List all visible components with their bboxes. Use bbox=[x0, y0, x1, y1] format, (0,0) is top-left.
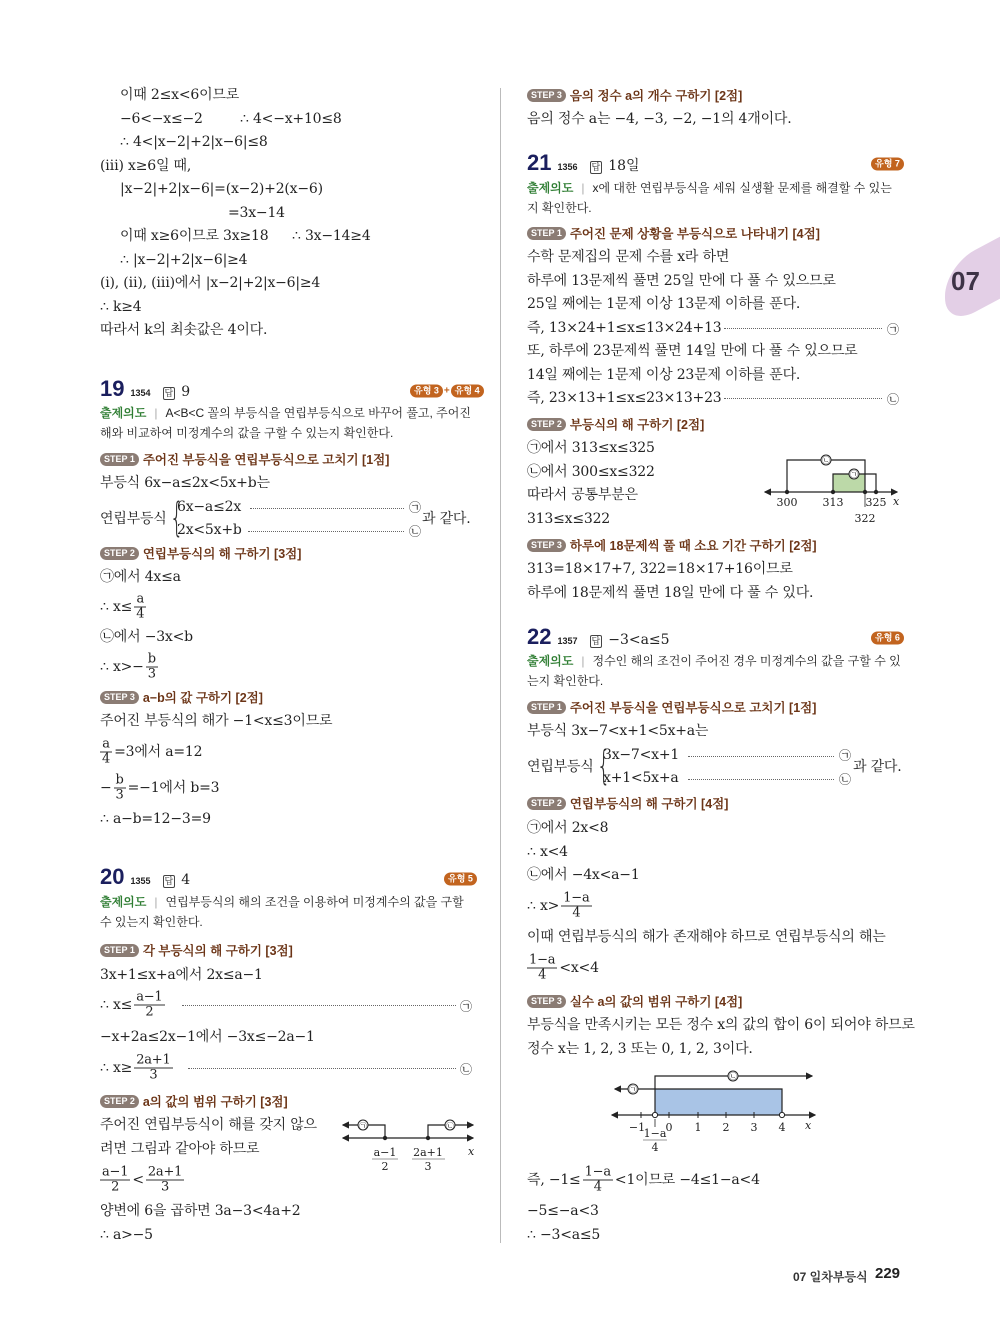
text-line: ∴ 3x−14≥4 bbox=[292, 228, 371, 244]
step-badge: STEP 3 bbox=[527, 89, 566, 102]
step-heading bbox=[527, 415, 704, 433]
numerator: 1−a bbox=[529, 952, 556, 968]
denominator: 4 bbox=[136, 606, 145, 622]
step-badge: STEP 3 bbox=[527, 995, 566, 1008]
question-code: 1355 bbox=[130, 876, 151, 886]
tick-label: 313 bbox=[822, 496, 844, 509]
fraction bbox=[146, 1166, 184, 1195]
separator: | bbox=[154, 406, 158, 420]
step-heading bbox=[527, 698, 816, 716]
numerator: 2a+1 bbox=[147, 1164, 183, 1180]
question-code: 1354 bbox=[130, 388, 151, 398]
text: <1이므로 −4≤1−a<4 bbox=[614, 1172, 760, 1188]
text-line: 이때 2≤x<6이므로 bbox=[120, 87, 240, 103]
point bbox=[383, 1136, 387, 1140]
step-title: 하루에 18문제씩 풀 때 소요 기간 구하기 [2점] bbox=[569, 539, 817, 553]
circled-mark: ㉠ bbox=[459, 999, 473, 1014]
fraction bbox=[583, 1166, 613, 1195]
question-header bbox=[527, 150, 640, 176]
text-line: 하루에 18문제씩 풀면 18일 만에 다 풀 수 있다. bbox=[527, 585, 814, 601]
number-line-diagram bbox=[335, 1110, 480, 1178]
text-line: ㉡에서 −4x<a−1 bbox=[527, 867, 640, 883]
type-badges bbox=[871, 158, 904, 171]
denominator: 4 bbox=[572, 905, 581, 921]
answer-value: 18일 bbox=[608, 158, 640, 174]
fraction bbox=[134, 593, 146, 622]
circled-mark: ㉡ bbox=[822, 456, 830, 465]
circled-mark: ㉡ bbox=[729, 1072, 737, 1081]
common-region bbox=[833, 474, 865, 492]
step-title: a의 값의 범위 구하기 [3점] bbox=[142, 1095, 288, 1109]
fraction-line bbox=[98, 738, 202, 767]
fraction-line bbox=[100, 593, 148, 622]
circled-mark: ㉡ bbox=[446, 1122, 454, 1131]
intent bbox=[100, 892, 476, 932]
separator: | bbox=[581, 181, 585, 195]
answer-icon: 답 bbox=[164, 876, 174, 886]
answer-icon: 답 bbox=[164, 388, 174, 398]
step-title: a−b의 값 구하기 [2점] bbox=[142, 691, 263, 705]
type-badge[interactable]: 유형 3 bbox=[410, 385, 443, 398]
intent bbox=[527, 178, 903, 218]
step-badge: STEP 2 bbox=[100, 1095, 139, 1108]
step-heading bbox=[100, 688, 263, 706]
question-number: 22 bbox=[527, 624, 552, 649]
fraction bbox=[100, 738, 112, 767]
step-heading bbox=[527, 224, 820, 242]
text-line: 즉, 13×24+1≤x≤13×24+13 bbox=[527, 320, 722, 336]
answer-value: 4 bbox=[181, 872, 191, 888]
text: <x<4 bbox=[559, 960, 599, 976]
step-title: 주어진 부등식을 연립부등식으로 고치기 [1점] bbox=[142, 453, 390, 467]
fraction bbox=[561, 892, 591, 921]
step-badge: STEP 1 bbox=[100, 944, 139, 957]
text-line: ∴ k≥4 bbox=[100, 299, 142, 315]
type-badges bbox=[871, 632, 904, 645]
step-heading bbox=[100, 941, 293, 959]
tick-label: 2a+1 bbox=[413, 1146, 443, 1159]
system-row: 3x−7<x+1 bbox=[603, 747, 680, 763]
dotted-leader bbox=[188, 1068, 456, 1069]
text-line: 14일 째에는 1문제 이상 23문제 이하를 푼다. bbox=[527, 367, 801, 383]
text: < bbox=[132, 1172, 144, 1188]
fraction bbox=[527, 954, 557, 983]
fraction-line bbox=[525, 954, 599, 983]
column-divider bbox=[500, 88, 501, 1243]
question-number: 19 bbox=[100, 376, 125, 401]
denominator: 3 bbox=[149, 1067, 158, 1083]
circled-mark: ㉠ bbox=[850, 470, 858, 479]
circled-mark: ㉠ bbox=[838, 748, 852, 763]
answer-icon: 답 bbox=[591, 636, 601, 646]
circled-mark: ㉠ bbox=[629, 1085, 637, 1094]
axis-label: x bbox=[805, 1119, 812, 1132]
brace: { bbox=[596, 743, 611, 789]
number-line-diagram bbox=[755, 445, 905, 530]
dotted-leader bbox=[182, 1005, 456, 1006]
text-line: −x+2a≤2x−1에서 −3x≤−2a−1 bbox=[100, 1029, 315, 1045]
chapter-tab[interactable]: 07 bbox=[951, 266, 980, 296]
text-line: 음의 정수 a는 −4, −3, −2, −1의 4개이다. bbox=[527, 111, 792, 127]
text-line: |x−2|+2|x−6|=(x−2)+2(x−6) bbox=[120, 181, 323, 197]
text-line: 따라서 k의 최솟값은 4이다. bbox=[100, 322, 268, 338]
fraction bbox=[146, 653, 158, 682]
step-title: 주어진 부등식을 연립부등식으로 고치기 [1점] bbox=[569, 701, 817, 715]
system-suffix: 과 같다. bbox=[422, 511, 471, 527]
intent bbox=[527, 651, 903, 691]
numerator: 2a+1 bbox=[136, 1052, 171, 1068]
type-badges bbox=[410, 385, 484, 398]
dotted-leader bbox=[724, 398, 882, 399]
numerator: b bbox=[147, 651, 156, 667]
system-row: 2x<5x+b bbox=[177, 522, 242, 538]
text-line: 또, 하루에 23문제씩 풀면 14일 만에 다 풀 수 있으므로 bbox=[527, 343, 858, 359]
intent-label: 출제의도 bbox=[100, 406, 147, 420]
point bbox=[426, 1136, 430, 1140]
open-point bbox=[652, 1112, 657, 1117]
text-line: =3x−14 bbox=[228, 205, 285, 221]
text-line: 이때 연립부등식의 해가 존재해야 하므로 연립부등식의 해는 bbox=[527, 929, 886, 945]
type-badge[interactable]: 유형 6 bbox=[871, 632, 904, 645]
type-badge[interactable]: 유형 4 bbox=[451, 385, 484, 398]
step-title: 부등식의 해 구하기 [2점] bbox=[569, 418, 705, 432]
tick-label: 2 bbox=[722, 1121, 730, 1134]
brace: { bbox=[169, 495, 184, 541]
question-header bbox=[100, 376, 190, 402]
step-title: 음의 정수 a의 개수 구하기 [2점] bbox=[569, 89, 743, 103]
text-line: 313≤x≤322 bbox=[527, 511, 610, 527]
question-header bbox=[527, 624, 670, 650]
denominator: 2 bbox=[145, 1004, 154, 1020]
fraction-line bbox=[100, 1054, 175, 1083]
text-line: 이때 x≥6이므로 3x≥18 bbox=[120, 228, 269, 244]
fraction-line bbox=[100, 653, 160, 682]
circled-mark: ㉡ bbox=[408, 524, 422, 539]
fraction-line bbox=[100, 774, 219, 803]
denominator: 2 bbox=[111, 1179, 120, 1195]
step-badge: STEP 2 bbox=[527, 418, 566, 431]
axis-label: x bbox=[893, 495, 900, 508]
type-badges bbox=[444, 873, 477, 886]
system-label: 연립부등식 bbox=[527, 759, 594, 775]
tick-label: 1−a bbox=[643, 1127, 667, 1140]
dotted-leader bbox=[688, 756, 834, 757]
tick-label: 322 bbox=[854, 512, 876, 525]
step-title: 연립부등식의 해 구하기 [3점] bbox=[142, 547, 302, 561]
numerator: a bbox=[102, 736, 110, 752]
system-row: x+1<5x+a bbox=[603, 770, 679, 786]
step-heading bbox=[100, 450, 389, 468]
denominator: 3 bbox=[115, 787, 124, 803]
denominator: 4 bbox=[102, 751, 111, 767]
type-badge[interactable]: 유형 5 bbox=[444, 873, 477, 886]
separator: | bbox=[581, 654, 585, 668]
question-code: 1356 bbox=[557, 162, 578, 172]
intent bbox=[100, 403, 476, 443]
step-badge: STEP 2 bbox=[527, 797, 566, 810]
answer-icon: 답 bbox=[591, 162, 601, 172]
fraction-line bbox=[98, 1166, 186, 1195]
text-line: 부등식 6x−a≤2x<5x+b는 bbox=[100, 475, 270, 491]
text: ∴ x≤ bbox=[100, 997, 133, 1013]
text-line: ∴ 4<−x+10≤8 bbox=[240, 111, 342, 127]
tick-label: 1 bbox=[694, 1121, 702, 1134]
intent-label: 출제의도 bbox=[527, 654, 574, 668]
step-badge: STEP 2 bbox=[100, 547, 139, 560]
step-badge: STEP 1 bbox=[527, 701, 566, 714]
text-line: 주어진 연립부등식이 해를 갖지 않으 bbox=[100, 1117, 317, 1133]
text-line: (ⅲ) x≥6일 때, bbox=[100, 158, 192, 174]
step-title: 주어진 문제 상황을 부등식으로 나타내기 [4점] bbox=[569, 227, 820, 241]
text-line: 하루에 13문제씩 풀면 25일 만에 다 풀 수 있으므로 bbox=[527, 273, 836, 289]
page-number: 229 bbox=[875, 1265, 901, 1282]
numerator: 1−a bbox=[584, 1164, 611, 1180]
number-line-diagram bbox=[605, 1065, 820, 1157]
step-heading bbox=[527, 794, 728, 812]
text-line: 수학 문제집의 문제 수를 x라 하면 bbox=[527, 249, 730, 265]
text-line: 주어진 부등식의 해가 −1<x≤3이므로 bbox=[100, 713, 333, 729]
text: =−1에서 b=3 bbox=[127, 780, 220, 796]
text: 즉, −1≤ bbox=[527, 1172, 581, 1188]
text-line: ∴ a>−5 bbox=[100, 1227, 153, 1243]
fraction-line bbox=[527, 1166, 760, 1195]
step-badge: STEP 1 bbox=[527, 227, 566, 240]
solution-region bbox=[655, 1089, 782, 1115]
intent-label: 출제의도 bbox=[527, 181, 574, 195]
denominator: 3 bbox=[147, 666, 156, 682]
text-line: ㉠에서 2x<8 bbox=[527, 820, 609, 836]
fraction-line bbox=[527, 892, 594, 921]
type-badge[interactable]: 유형 7 bbox=[871, 158, 904, 171]
step-title: 각 부등식의 해 구하기 [3점] bbox=[142, 944, 293, 958]
tick-label: 325 bbox=[865, 496, 887, 509]
plus-sign: + bbox=[443, 385, 450, 397]
separator: | bbox=[154, 895, 158, 909]
intent-text: A<B<C 꼴의 부등식을 연립부등식으로 바꾸어 풀고, 주어진 해와 비교하여 미정계수의 값을 구할 수 있는지 확인한다. bbox=[100, 406, 471, 440]
text-line: 3x+1≤x+a에서 2x≤a−1 bbox=[100, 967, 263, 983]
answer-value: −3<a≤5 bbox=[608, 632, 670, 648]
tick-label: 3 bbox=[750, 1121, 758, 1134]
open-point bbox=[779, 1112, 784, 1117]
text-line: 즉, 23×13+1≤x≤23×13+23 bbox=[527, 390, 722, 406]
denominator: 3 bbox=[161, 1179, 170, 1195]
fraction bbox=[134, 1054, 172, 1083]
dotted-leader bbox=[724, 328, 882, 329]
question-number: 21 bbox=[527, 150, 552, 175]
numerator: a−1 bbox=[102, 1164, 129, 1180]
step-title: 실수 a의 값의 범위 구하기 [4점] bbox=[569, 995, 743, 1009]
system-suffix: 과 같다. bbox=[853, 759, 902, 775]
text-line: ∴ x<4 bbox=[527, 844, 568, 860]
text-line: 313=18×17+7, 322=18×17+16이므로 bbox=[527, 561, 793, 577]
numerator: 1−a bbox=[563, 890, 590, 906]
intent-text: x에 대한 연립부등식을 세워 실생활 문제를 해결할 수 있는지 확인한다. bbox=[527, 181, 892, 215]
text-line: ∴ 4<|x−2|+2|x−6|≤8 bbox=[120, 134, 268, 150]
circled-mark: ㉠ bbox=[886, 322, 900, 337]
text-line: ∴ |x−2|+2|x−6|≥4 bbox=[120, 252, 248, 268]
text: =3에서 a=12 bbox=[114, 744, 203, 760]
text-line: (ⅰ), (ⅱ), (ⅲ)에서 |x−2|+2|x−6|≥4 bbox=[100, 275, 321, 291]
dotted-leader bbox=[688, 779, 834, 780]
text-line: ㉡에서 −3x<b bbox=[100, 629, 193, 645]
text-line: −6<−x≤−2 bbox=[120, 111, 203, 127]
text-line: 양변에 6을 곱하면 3a−3<4a+2 bbox=[100, 1203, 301, 1219]
tick-label: a−1 bbox=[373, 1146, 397, 1159]
intent-text: 정수인 해의 조건이 주어진 경우 미정계수의 값을 구할 수 있는지 확인한다. bbox=[527, 654, 901, 688]
text: − bbox=[100, 780, 112, 796]
axis-label: x bbox=[468, 1145, 475, 1158]
numerator: b bbox=[115, 772, 124, 788]
text: ∴ x>− bbox=[100, 659, 144, 675]
text: ∴ x≥ bbox=[100, 1060, 133, 1076]
tick-label: 2 bbox=[381, 1160, 389, 1173]
question-header bbox=[100, 864, 190, 890]
fraction bbox=[134, 991, 164, 1020]
numerator: a bbox=[136, 591, 144, 607]
tick-label: 0 bbox=[665, 1121, 673, 1134]
intent-label: 출제의도 bbox=[100, 895, 147, 909]
dotted-leader bbox=[248, 531, 404, 532]
numerator: a−1 bbox=[136, 989, 163, 1005]
step-heading bbox=[527, 536, 817, 554]
tick-label: −1 bbox=[628, 1121, 646, 1134]
fraction bbox=[114, 774, 126, 803]
text-line: ㉡에서 300≤x≤322 bbox=[527, 464, 655, 480]
answer-value: 9 bbox=[181, 384, 191, 400]
circled-mark: ㉠ bbox=[359, 1122, 367, 1131]
dotted-leader bbox=[250, 508, 404, 509]
fraction bbox=[100, 1166, 130, 1195]
step-badge: STEP 3 bbox=[527, 539, 566, 552]
system-row: 6x−a≤2x bbox=[177, 499, 242, 515]
step-heading bbox=[100, 544, 301, 562]
text-line: ∴ −3<a≤5 bbox=[527, 1227, 601, 1243]
tick-label: 4 bbox=[778, 1121, 786, 1134]
system-label: 연립부등식 bbox=[100, 511, 167, 527]
footer-chapter: 07 일차부등식 bbox=[793, 1270, 868, 1284]
text-line: 따라서 공통부분은 bbox=[527, 487, 638, 503]
step-heading bbox=[527, 86, 742, 104]
circled-mark: ㉡ bbox=[886, 392, 900, 407]
text-line: −5≤−a<3 bbox=[527, 1203, 599, 1219]
tick-label: 3 bbox=[424, 1160, 432, 1173]
circled-mark: ㉡ bbox=[838, 772, 852, 787]
text-line: ㉠에서 313≤x≤325 bbox=[527, 440, 655, 456]
intent-text: 연립부등식의 해의 조건을 이용하여 미정계수의 값을 구할 수 있는지 확인한다. bbox=[100, 895, 464, 929]
fraction-line bbox=[100, 991, 167, 1020]
text-line: 려면 그림과 같아야 하므로 bbox=[100, 1141, 260, 1157]
denominator: 4 bbox=[593, 1179, 602, 1195]
step-heading bbox=[100, 1092, 288, 1110]
question-code: 1357 bbox=[557, 636, 578, 646]
text: ∴ x≤ bbox=[100, 599, 133, 615]
question-number: 20 bbox=[100, 864, 125, 889]
step-heading bbox=[527, 992, 742, 1010]
text-line: 정수 x는 1, 2, 3 또는 0, 1, 2, 3이다. bbox=[527, 1041, 753, 1057]
step-badge: STEP 1 bbox=[100, 453, 139, 466]
step-title: 연립부등식의 해 구하기 [4점] bbox=[569, 797, 729, 811]
tick-label: 300 bbox=[776, 496, 798, 509]
tick-label: 4 bbox=[651, 1141, 659, 1154]
circled-mark: ㉡ bbox=[459, 1062, 473, 1077]
text: ∴ x> bbox=[527, 898, 560, 914]
text-line: ㉠에서 4x≤a bbox=[100, 569, 181, 585]
text-line: 부등식 3x−7<x+1<5x+a는 bbox=[527, 723, 709, 739]
text-line: 부등식을 만족시키는 모든 정수 x의 값의 합이 6이 되어야 하므로 bbox=[527, 1017, 915, 1033]
text-line: ∴ a−b=12−3=9 bbox=[100, 811, 211, 827]
step-badge: STEP 3 bbox=[100, 691, 139, 704]
text-line: 25일 째에는 1문제 이상 13문제 이하를 푼다. bbox=[527, 296, 801, 312]
denominator: 4 bbox=[538, 967, 547, 983]
circled-mark: ㉠ bbox=[408, 500, 422, 515]
